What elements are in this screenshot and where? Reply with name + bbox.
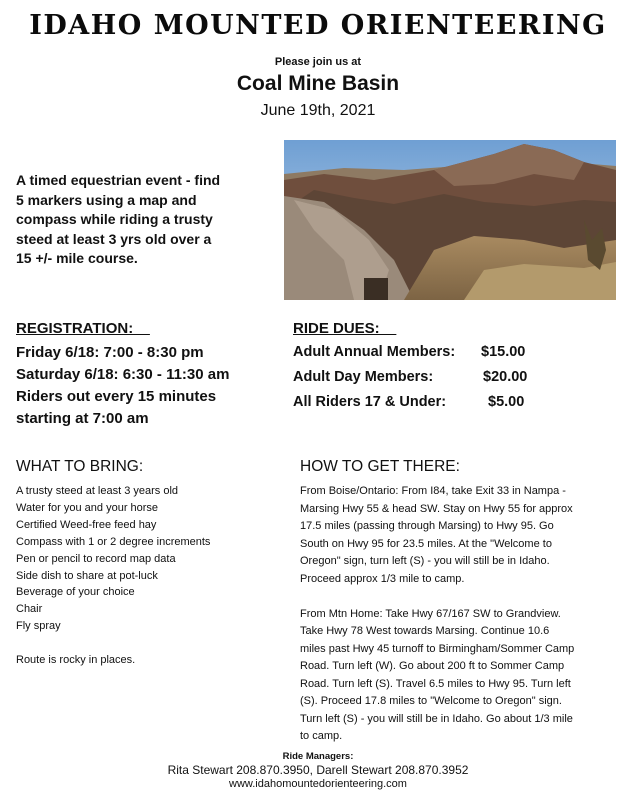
directions-line: Take Hwy 78 West towards Marsing. Continue 10.6: [300, 625, 550, 637]
what-to-bring-heading: WHAT TO BRING:: [16, 458, 144, 475]
directions-line: From Boise/Ontario: From I84, take Exit 33 in Nampa -: [300, 485, 566, 497]
description-line: A timed equestrian event - find: [16, 172, 221, 188]
invite-text: Please join us at: [274, 56, 362, 68]
ride-dues-heading: RIDE DUES:: [293, 320, 397, 337]
what-to-bring-section: [16, 458, 276, 669]
list-item: Pen or pencil to record map data: [16, 552, 176, 565]
event-name: Coal Mine Basin: [236, 72, 400, 95]
dues-row: [293, 390, 613, 415]
ride-dues-section: [293, 320, 613, 415]
directions-line: Marsing Hwy 55 & head SW. Stay on Hwy 55 for approx: [300, 502, 573, 515]
directions-line: Road. Turn left (S). Travel 6.5 miles to Hwy 95. Turn left: [300, 677, 571, 690]
list-item: Beverage of your choice: [16, 586, 135, 599]
dues-amount: $20.00: [483, 369, 528, 385]
registration-section: [16, 320, 276, 430]
list-item: Compass with 1 or 2 degree increments: [16, 535, 211, 548]
registration-line: starting at 7:00 am: [16, 410, 149, 427]
list-item: Fly spray: [16, 620, 61, 633]
registration-heading: REGISTRATION:: [16, 320, 150, 337]
dues-amount: $5.00: [488, 394, 525, 410]
directions-line: 17.5 miles (passing through Marsing) to Hwy 95. Go: [300, 520, 554, 532]
dues-row: [293, 365, 613, 390]
dues-label: Adult Day Members:: [293, 369, 434, 385]
dues-row: [293, 340, 613, 365]
directions-line: Oregon" sign, turn left (S) - you will still be in Idaho.: [300, 555, 550, 567]
event-description: [16, 171, 256, 269]
dues-label: All Riders 17 & Under:: [293, 394, 447, 410]
landscape-photo: [284, 140, 616, 300]
dues-label: Adult Annual Members:: [293, 344, 456, 360]
list-item: A trusty steed at least 3 years old: [16, 485, 179, 497]
list-item: Chair: [16, 603, 43, 616]
directions-line: to camp.: [300, 730, 343, 742]
directions-line: miles past Hwy 45 turnoff to Birmingham/Sommer Camp: [300, 642, 575, 655]
description-line: steed at least 3 yrs old over a: [16, 230, 212, 247]
list-item: Side dish to share at pot-luck: [16, 569, 158, 582]
website-link[interactable]: www.idahomountedorienteering.com: [229, 778, 407, 790]
directions-section: [300, 458, 620, 746]
registration-line: Friday 6/18: 7:00 - 8:30 pm: [16, 344, 204, 361]
registration-line: Saturday 6/18: 6:30 - 11:30 am: [16, 366, 230, 383]
directions-paragraph: [300, 606, 620, 746]
directions-line: Turn left (S) - you will still be in Idaho. Go about 1/3 mile: [300, 712, 573, 725]
description-line: compass while riding a trusty: [16, 211, 213, 227]
landscape-photo-icon: [284, 140, 616, 300]
directions-line: Road. Turn left (W). Go about 200 ft to Sommer Camp: [300, 660, 565, 672]
page-title: IDAHO MOUNTED ORIENTEERING: [29, 10, 607, 41]
dues-amount: $15.00: [481, 344, 526, 360]
list-item: Certified Weed-free feed hay: [16, 518, 157, 531]
directions-heading: HOW TO GET THERE:: [300, 458, 460, 475]
managers-label: Ride Managers:: [282, 751, 354, 762]
directions-line: From Mtn Home: Take Hwy 67/167 SW to Grandview.: [300, 607, 561, 620]
registration-line: Riders out every 15 minutes: [16, 388, 217, 405]
footer: [0, 751, 636, 791]
directions-line: (S). Proceed 17.8 miles to "Welcome to Oregon" sign.: [300, 695, 562, 707]
description-line: 15 +/- mile course.: [16, 250, 138, 266]
directions-line: Proceed approx 1/3 mile to camp.: [300, 572, 465, 585]
managers-contacts: Rita Stewart 208.870.3950, Darell Stewart 208.870.3952: [167, 763, 469, 777]
list-item: Water for you and your horse: [16, 501, 159, 514]
directions-line: South on Hwy 95 for 23.5 miles. At the "Welcome to: [300, 537, 552, 550]
route-note: Route is rocky in places.: [16, 654, 136, 667]
event-date: June 19th, 2021: [260, 102, 376, 119]
description-line: 5 markers using a map and: [16, 191, 197, 208]
directions-paragraph: [300, 483, 620, 588]
